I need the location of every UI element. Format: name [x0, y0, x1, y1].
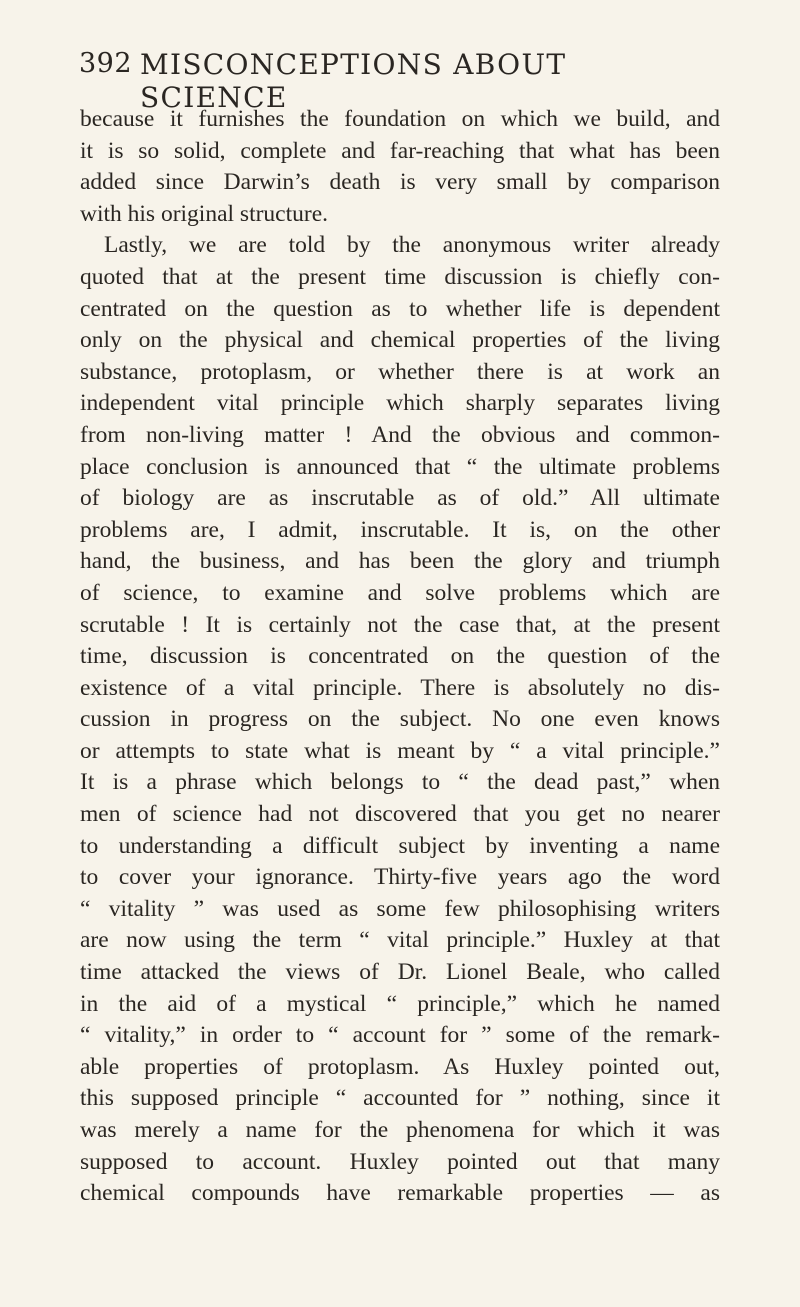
text-line: from non-living matter ! And the obvious and common-: [80, 421, 720, 448]
page-number: 392: [79, 48, 133, 79]
text-line: cussion in progress on the subject. No one even knows: [80, 706, 720, 733]
text-line: only on the physical and chemical properties of the living: [80, 327, 720, 354]
text-line: “ vitality,” in order to “ account for ” some of the remark-: [80, 1022, 720, 1049]
text-line: It is a phrase which belongs to “ the dead past,” when: [80, 769, 720, 796]
body-text: [80, 104, 720, 1210]
text-line: this supposed principle “ accounted for ” nothing, since it: [80, 1085, 720, 1112]
text-line: “ vitality ” was used as some few philosophising writers: [80, 895, 720, 922]
text-line: men of science had not discovered that you get no nearer: [80, 801, 720, 828]
text-line: in the aid of a mystical “ principle,” which he named: [80, 990, 720, 1017]
text-line: centrated on the question as to whether life is dependent: [80, 295, 720, 322]
running-title: MISCONCEPTIONS ABOUT SCIENCE: [140, 48, 567, 114]
text-line: hand, the business, and has been the glory and triumph: [80, 548, 720, 575]
text-line: because it furnishes the foundation on which we build, and: [80, 106, 720, 132]
text-line: chemical compounds have remarkable properties — as: [80, 1180, 720, 1207]
text-line: place conclusion is announced that “ the ultimate problems: [80, 453, 720, 480]
text-line: supposed to account. Huxley pointed out that many: [80, 1148, 720, 1175]
text-line: scrutable ! It is certainly not the case that, at the present: [80, 611, 720, 638]
text-line: it is so solid, complete and far-reaching that what has been: [80, 137, 720, 164]
text-line: substance, protoplasm, or whether there is at work an: [80, 358, 720, 385]
text-line: was merely a name for the phenomena for which it was: [80, 1117, 720, 1143]
running-head: [79, 48, 719, 114]
text-line: problems are, I admit, inscrutable. It is, on the other: [80, 516, 720, 543]
text-line: or attempts to state what is meant by “ a vital principle.”: [80, 737, 720, 764]
text-line: of science, to examine and solve problems which are: [80, 579, 720, 606]
text-line: of biology are as inscrutable as of old.” All ultimate: [80, 485, 720, 512]
text-line: time, discussion is concentrated on the question of the: [80, 643, 720, 670]
text-line: with his original structure.: [80, 200, 329, 227]
text-line: independent vital principle which sharply separates living: [80, 390, 720, 417]
text-line: added since Darwin’s death is very small by comparison: [80, 169, 720, 196]
text-line: time attacked the views of Dr. Lionel Beale, who called: [80, 959, 720, 986]
text-line: to cover your ignorance. Thirty-five years ago the word: [80, 864, 720, 891]
text-line: are now using the term “ vital principle.” Huxley at that: [80, 927, 720, 954]
text-line: Lastly, we are told by the anonymous writer already: [104, 232, 720, 259]
text-line: existence of a vital principle. There is absolutely no dis-: [80, 674, 720, 701]
text-line: able properties of protoplasm. As Huxley pointed out,: [80, 1053, 720, 1080]
text-line: quoted that at the present time discussion is chiefly con-: [80, 263, 720, 290]
text-line: to understanding a difficult subject by inventing a name: [80, 832, 720, 859]
